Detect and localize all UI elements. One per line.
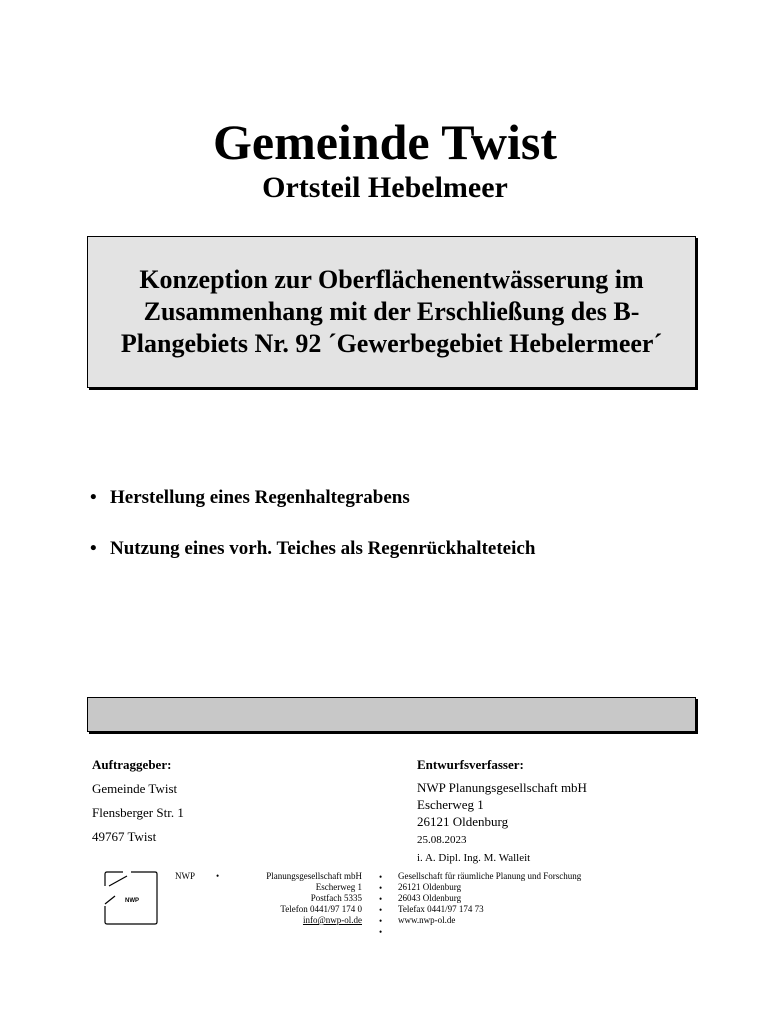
- client-street: Flensberger Str. 1: [92, 805, 184, 820]
- footer-website[interactable]: www.nwp-ol.de: [398, 915, 456, 925]
- footer-middle-line: Escherweg 1: [315, 882, 362, 892]
- nwp-logo: [101, 868, 159, 926]
- page-subtitle: Ortsteil Hebelmeer: [262, 171, 508, 204]
- footer-dot-column: • • • • • •: [379, 872, 383, 937]
- client-name: Gemeinde Twist: [92, 781, 178, 796]
- client-block: [92, 757, 171, 773]
- client-heading: Auftraggeber:: [92, 757, 172, 772]
- bullet-glyph: •: [90, 487, 97, 508]
- concept-box: [87, 236, 696, 388]
- footer-abbr: NWP: [175, 871, 195, 881]
- author-street: Escherweg 1: [417, 797, 484, 812]
- footer-separator: •: [216, 871, 220, 881]
- footer-email[interactable]: info@nwp-ol.de: [302, 915, 362, 925]
- divider-bar: [87, 697, 696, 732]
- page-title: Gemeinde Twist: [213, 114, 557, 170]
- bullet-text: Herstellung eines Regenhaltegrabens: [110, 487, 410, 508]
- footer-right: [398, 871, 581, 926]
- bullet-text: Nutzung eines vorh. Teiches als Regenrückhalteteich: [110, 538, 536, 559]
- author-date: 25.08.2023: [417, 834, 467, 846]
- footer-right-line: Telefax 0441/97 174 73: [398, 904, 484, 914]
- bullet-glyph: •: [90, 538, 97, 559]
- author-company: NWP Planungsgesellschaft mbH: [417, 780, 587, 795]
- concept-line: Zusammenhang mit der Erschließung des B-: [143, 297, 640, 326]
- footer-middle-line: Planungsgesellschaft mbH: [266, 871, 362, 881]
- author-signatory: i. A. Dipl. Ing. M. Walleit: [417, 852, 531, 864]
- bullet-item: [90, 536, 535, 562]
- footer-right-line: Gesellschaft für räumliche Planung und Forschung: [398, 871, 582, 881]
- footer-right-line: 26043 Oldenburg: [398, 893, 462, 903]
- footer-middle-line: Postfach 5335: [310, 893, 362, 903]
- client-city: 49767 Twist: [92, 829, 157, 844]
- footer-middle: [230, 871, 362, 926]
- footer-right-line: 26121 Oldenburg: [398, 882, 462, 892]
- logo-text: NWP: [125, 898, 139, 904]
- author-city: 26121 Oldenburg: [417, 814, 509, 829]
- bullet-item: [90, 485, 410, 511]
- concept-line: Konzeption zur Oberflächenentwässerung im: [139, 265, 644, 294]
- footer-middle-line: Telefon 0441/97 174 0: [280, 904, 362, 914]
- author-heading: Entwurfsverfasser:: [417, 757, 524, 772]
- concept-line: Plangebiets Nr. 92 ´Gewerbegebiet Hebelermeer´: [120, 329, 663, 358]
